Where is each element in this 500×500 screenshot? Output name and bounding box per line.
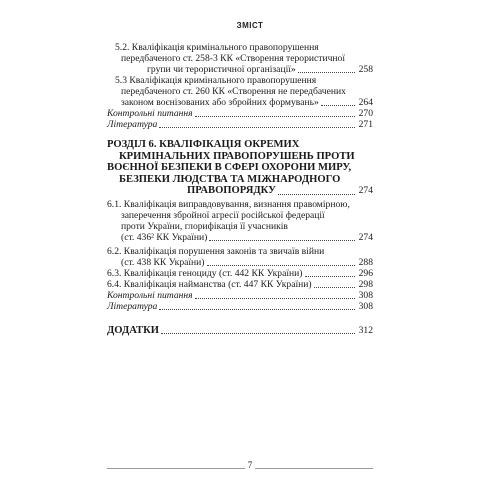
page-number: 274 xyxy=(358,185,373,196)
section-6-heading xyxy=(107,139,373,197)
page-number: 298 xyxy=(358,278,373,290)
toc-entry-title-cont: проти України, глорифікація її учасників xyxy=(121,220,288,232)
page-number: 274 xyxy=(358,231,373,243)
section-heading-line: ПРАВОПОРЯДКУ xyxy=(187,185,276,196)
page-number: 264 xyxy=(358,97,373,108)
toc-entry-control-questions xyxy=(107,108,373,119)
toc-entry-title: 5.2. Кваліфікація кримінального правопорушення xyxy=(115,42,319,53)
section-heading-line: КРИМІНАЛЬНИХ ПРАВОПОРУШЕНЬ ПРОТИ xyxy=(119,150,355,162)
dot-leader xyxy=(305,276,356,277)
dot-leader xyxy=(159,127,355,128)
running-header: ЗМІСТ xyxy=(236,21,264,30)
toc-entry-title: 6.3. Кваліфікація геноциду (ст. 442 КК України) xyxy=(107,267,303,279)
section-heading-line: ВОЄННОЇ БЕЗПЕКИ В СФЕРІ ОХОРОНИ МИРУ, xyxy=(107,162,352,173)
toc-entry-line xyxy=(107,97,373,108)
toc-entry-title-cont: передбаченого ст. 260 КК «Створення не передбачених xyxy=(121,86,346,97)
page-number: 288 xyxy=(358,256,373,268)
toc-entry-title: ДОДАТКИ xyxy=(107,324,159,336)
dot-leader xyxy=(161,333,355,334)
dot-leader xyxy=(195,116,355,117)
toc-entry-line xyxy=(107,232,373,243)
section-heading-line: РОЗДІЛ 6. КВАЛІФІКАЦІЯ ОКРЕМИХ xyxy=(107,139,300,150)
toc-entry-title: 5.3 Кваліфікація кримінального правопорушення xyxy=(115,75,317,86)
toc-entry-5-2 xyxy=(107,42,373,75)
toc-entry-title-cont: передбаченого ст. 258-3 КК «Створення терористичної xyxy=(121,53,346,64)
page-number-text: 7 xyxy=(245,460,256,470)
page-number: 271 xyxy=(358,119,373,130)
toc-entry-literature xyxy=(107,301,373,312)
toc-entry-6-4 xyxy=(107,279,373,290)
toc-entry-literature xyxy=(107,119,373,130)
toc-entry-title-cont: групи чи терористичної організації» xyxy=(147,64,296,75)
page-number: 296 xyxy=(358,267,373,279)
page-number: 270 xyxy=(358,108,373,119)
toc-entry-title: Література xyxy=(107,119,158,130)
toc-entry-appendix xyxy=(107,325,373,336)
toc-entry-line xyxy=(107,185,373,197)
dot-leader xyxy=(298,72,355,73)
page-number: 308 xyxy=(358,289,373,301)
dot-leader xyxy=(207,265,356,266)
page-number: 312 xyxy=(358,324,373,336)
toc-entry-line xyxy=(107,64,373,75)
toc-entry-title-cont: заперечення збройної агресії російської федерації xyxy=(121,209,325,221)
dot-leader xyxy=(209,240,355,241)
section-heading-line: БЕЗПЕКИ ЛЮДСТВА ТА МІЖНАРОДНОГО xyxy=(119,173,341,185)
toc-entry-title: Контрольні питання xyxy=(107,289,193,301)
toc-entry-6-3 xyxy=(107,268,373,279)
toc-entry-5-3 xyxy=(107,75,373,108)
footer-page-number xyxy=(0,460,500,470)
dot-leader xyxy=(314,287,355,288)
dot-leader xyxy=(159,309,355,310)
toc-entry-title-cont: (ст. 436² КК України) xyxy=(121,231,208,243)
toc-entry-title: Література xyxy=(107,300,158,312)
toc-entry-title: 6.4. Кваліфікація найманства (ст. 447 КК України) xyxy=(107,278,312,290)
page-number: 308 xyxy=(358,300,373,312)
toc-entry-title: 6.2. Кваліфікація порушення законів та звичаїв війни xyxy=(107,245,325,257)
toc-entry-line xyxy=(107,257,373,268)
toc-entry-title-cont: законом воєнізованих або збройних формувань» xyxy=(121,97,319,108)
toc-entry-6-2 xyxy=(107,246,373,268)
toc-entry-title: Контрольні питання xyxy=(107,108,193,119)
table-of-contents xyxy=(107,42,373,336)
dot-leader xyxy=(278,194,355,195)
toc-entry-title: 6.1. Кваліфікація виправдовування, визнання правомірною, xyxy=(107,198,350,210)
toc-entry-title-cont: (ст. 438 КК України) xyxy=(121,256,205,268)
toc-entry-control-questions xyxy=(107,290,373,301)
toc-entry-6-1 xyxy=(107,199,373,243)
dot-leader xyxy=(321,105,355,106)
dot-leader xyxy=(195,298,355,299)
page-number: 258 xyxy=(358,64,373,75)
